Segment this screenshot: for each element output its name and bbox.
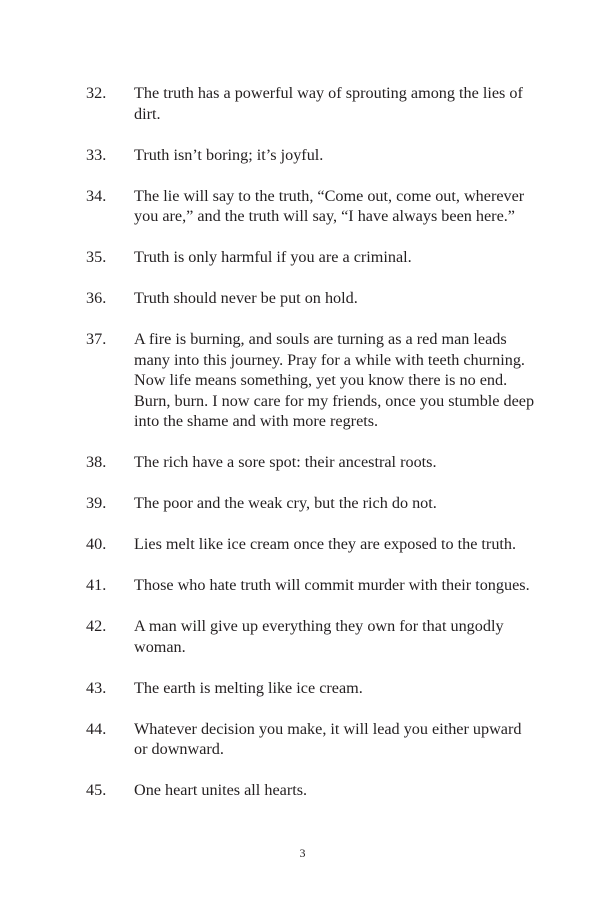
item-text: Those who hate truth will commit murder with their tongues. xyxy=(134,576,530,594)
list-item xyxy=(86,145,536,166)
item-text: The lie will say to the truth, “Come out, come out, wherever you are,” and the truth will say, “I have always been here.” xyxy=(134,186,525,225)
item-number: 35. xyxy=(86,248,107,266)
item-number: 40. xyxy=(86,535,107,553)
item-number: 45. xyxy=(86,781,107,799)
item-number: 39. xyxy=(86,494,107,512)
list-item xyxy=(86,575,536,596)
list-item xyxy=(86,493,536,514)
item-number: 41. xyxy=(86,576,107,594)
item-number: 33. xyxy=(86,145,107,164)
list-item xyxy=(86,678,536,699)
item-number: 43. xyxy=(86,678,107,697)
item-number: 37. xyxy=(86,330,107,348)
item-number: 34. xyxy=(86,186,107,205)
item-number: 42. xyxy=(86,617,107,635)
item-text: Truth isn’t boring; it’s joyful. xyxy=(134,145,324,164)
list-item xyxy=(86,719,536,760)
item-text: Whatever decision you make, it will lead you either upward or downward. xyxy=(134,719,522,758)
list-item xyxy=(86,780,536,801)
item-number: 36. xyxy=(86,289,107,307)
item-text: Lies melt like ice cream once they are exposed to the truth. xyxy=(134,535,517,553)
item-text: The rich have a sore spot: their ancestral roots. xyxy=(134,453,437,471)
item-text: One heart unites all hearts. xyxy=(134,781,308,799)
list-item xyxy=(86,288,536,309)
list-item xyxy=(86,329,536,432)
item-text: Truth should never be put on hold. xyxy=(134,289,358,307)
item-text: The poor and the weak cry, but the rich do not. xyxy=(134,494,437,512)
list-item xyxy=(86,83,536,124)
item-number: 32. xyxy=(86,84,107,102)
list-item xyxy=(86,616,536,657)
item-text: A man will give up everything they own for that ungodly woman. xyxy=(134,617,504,656)
list-item xyxy=(86,247,536,268)
item-text: Truth is only harmful if you are a criminal. xyxy=(134,248,412,266)
item-number: 38. xyxy=(86,453,107,471)
item-text: The truth has a powerful way of sprouting among the lies of dirt. xyxy=(134,84,523,123)
page-number: 3 xyxy=(299,846,306,860)
list-item xyxy=(86,452,536,473)
list-item xyxy=(86,534,536,555)
item-number: 44. xyxy=(86,719,107,738)
item-text: The earth is melting like ice cream. xyxy=(134,678,363,697)
list-item xyxy=(86,186,536,227)
item-text: A fire is burning, and souls are turning as a red man leads many into this journey. Pray for a while with teeth churning. Now life means something, yet you know there is no end. Burn, burn. I now care for my friends, once you stumble deep into the shame and with more regrets. xyxy=(134,330,535,430)
numbered-list xyxy=(86,83,536,821)
